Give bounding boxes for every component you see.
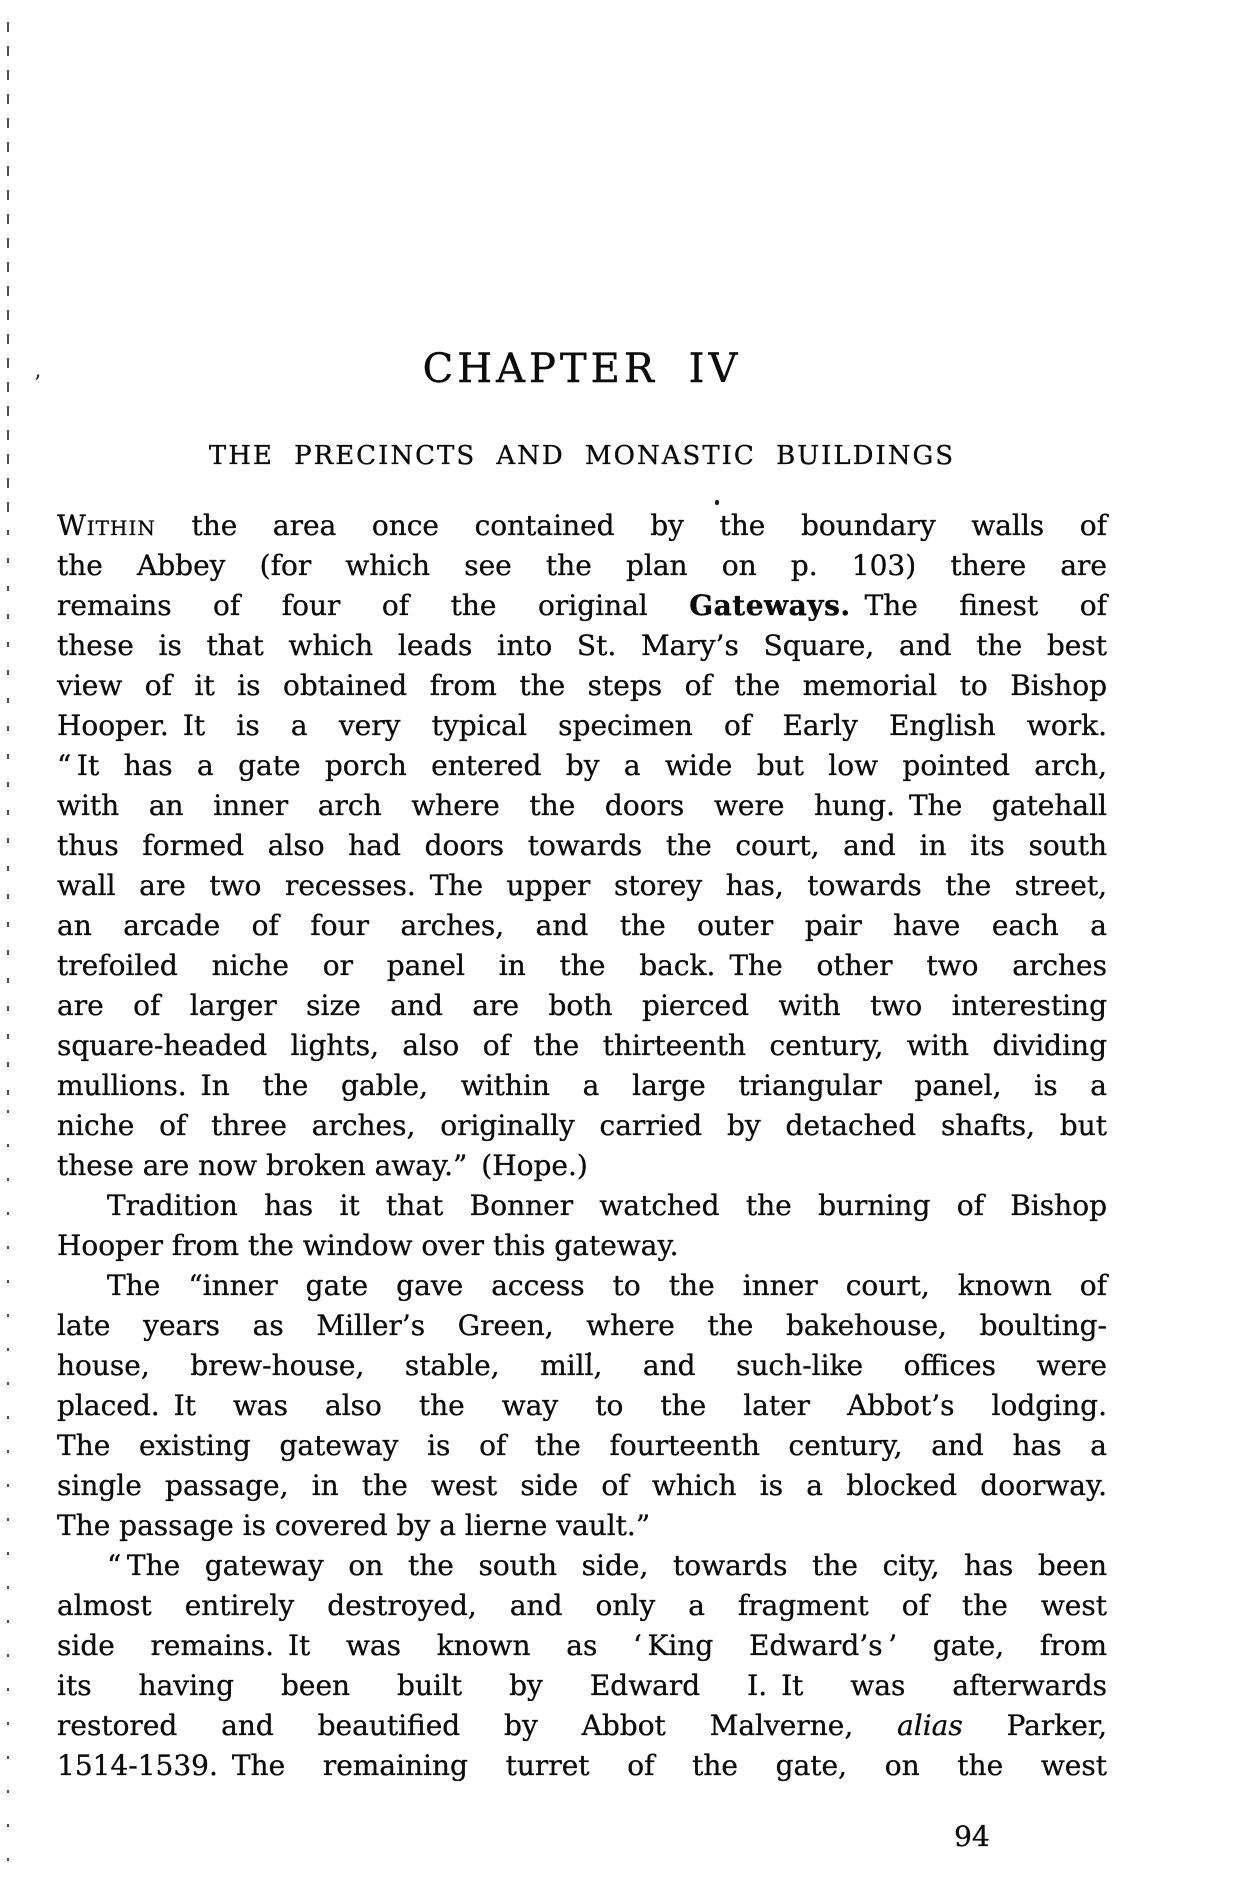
text-segment-sc: Within: [57, 509, 156, 542]
text-line: [57, 1626, 1107, 1666]
text-segment: an arcade of four arches, and the outer pair have each a: [57, 909, 1107, 942]
scan-ink-dot: [715, 500, 719, 505]
text-segment: Hooper from the window over this gateway.: [57, 1229, 679, 1262]
text-segment: remains of four of the original: [57, 589, 690, 622]
text-segment: The existing gateway is of the fourteenth century, and has a: [57, 1429, 1107, 1462]
scan-ink-mark: ’: [34, 372, 41, 397]
text-segment: the area once contained by the boundary walls of: [155, 509, 1107, 542]
text-line: [57, 1186, 1107, 1226]
text-line: [57, 826, 1107, 866]
text-line: [57, 1306, 1107, 1346]
text-segment: with an inner arch where the doors were hung. The gatehall: [57, 789, 1107, 822]
paragraph: [57, 506, 1107, 1186]
text-line: [57, 1746, 1107, 1786]
text-line: [57, 1426, 1107, 1466]
text-line: [57, 1066, 1107, 1106]
text-line: [57, 506, 1107, 546]
text-line: [57, 866, 1107, 906]
text-segment: are of larger size and are both pierced with two interesting: [57, 989, 1107, 1022]
text-segment-i: alias: [897, 1709, 963, 1742]
text-segment: restored and beautified by Abbot Malverne,: [57, 1709, 898, 1742]
text-segment: these is that which leads into St. Mary’s Square, and the best: [57, 629, 1107, 662]
text-line: [57, 586, 1107, 626]
text-segment: Hooper. It is a very typical specimen of Early English work.: [57, 709, 1107, 742]
text-line: [57, 706, 1107, 746]
text-line: [57, 1546, 1107, 1586]
text-body: [57, 506, 1107, 1786]
section-heading: THE PRECINCTS AND MONASTIC BUILDINGS: [208, 441, 956, 471]
text-segment: 1514-1539. The remaining turret of the gate, on the west: [57, 1749, 1107, 1782]
text-segment: the Abbey (for which see the plan on p. 103) there are: [57, 549, 1107, 582]
text-segment: almost entirely destroyed, and only a fragment of the west: [57, 1589, 1107, 1622]
text-segment: The finest of: [850, 589, 1107, 622]
text-segment: thus formed also had doors towards the court, and in its south: [57, 829, 1107, 862]
text-segment: “ It has a gate porch entered by a wide but low pointed arch,: [57, 749, 1107, 782]
text-line: [57, 986, 1107, 1026]
text-line: [57, 1346, 1107, 1386]
text-line: [57, 1226, 1107, 1266]
chapter-heading: CHAPTER IV: [422, 346, 742, 392]
text-segment: house, brew-house, stable, mill, and such-like offices were: [57, 1349, 1107, 1382]
text-segment: The “inner gate gave access to the inner court, known of: [107, 1269, 1107, 1302]
paragraph: [57, 1186, 1107, 1266]
text-segment: its having been built by Edward I. It was afterwards: [57, 1669, 1107, 1702]
text-segment: The passage is covered by a lierne vault.”: [57, 1509, 651, 1542]
page-number: 94: [954, 1820, 990, 1853]
text-segment: view of it is obtained from the steps of the memorial to Bishop: [57, 669, 1107, 702]
text-line: [57, 1506, 1107, 1546]
text-segment: Tradition has it that Bonner watched the burning of Bishop: [107, 1189, 1107, 1222]
text-segment: late years as Miller’s Green, where the bakehouse, boulting-: [57, 1309, 1107, 1342]
text-line: [57, 626, 1107, 666]
text-segment: mullions. In the gable, within a large triangular panel, is a: [57, 1069, 1107, 1102]
text-segment: “ The gateway on the south side, towards the city, has been: [107, 1549, 1107, 1582]
text-line: [57, 1026, 1107, 1066]
text-segment: Parker,: [962, 1709, 1107, 1742]
text-line: [57, 546, 1107, 586]
text-line: [57, 1466, 1107, 1506]
text-line: [57, 786, 1107, 826]
text-line: [57, 946, 1107, 986]
scan-gutter-dashes-top: [7, 22, 9, 522]
text-segment: these are now broken away.” (Hope.): [57, 1149, 588, 1182]
text-line: [57, 1666, 1107, 1706]
text-line: [57, 1146, 1107, 1186]
text-segment: square-headed lights, also of the thirteenth century, with dividing: [57, 1029, 1107, 1062]
paragraph: [57, 1546, 1107, 1786]
text-segment: side remains. It was known as ‘ King Edward’s ’ gate, from: [57, 1629, 1107, 1662]
text-segment: niche of three arches, originally carried by detached shafts, but: [57, 1109, 1107, 1142]
text-line: [57, 1706, 1107, 1746]
text-line: [57, 666, 1107, 706]
text-segment: placed. It was also the way to the later Abbot’s lodging.: [57, 1389, 1107, 1422]
text-segment: wall are two recesses. The upper storey has, towards the street,: [57, 869, 1107, 902]
text-line: [57, 1106, 1107, 1146]
text-line: [57, 746, 1107, 786]
text-segment-b: Gateways.: [689, 589, 851, 622]
text-segment: single passage, in the west side of which is a blocked doorway.: [57, 1469, 1107, 1502]
text-line: [57, 1386, 1107, 1426]
text-line: [57, 1586, 1107, 1626]
scan-gutter-dashes-middle: [7, 530, 9, 1100]
text-line: [57, 906, 1107, 946]
paragraph: [57, 1266, 1107, 1546]
text-segment: trefoiled niche or panel in the back. The other two arches: [57, 949, 1107, 982]
text-line: [57, 1266, 1107, 1306]
scan-gutter-dashes-bottom: [7, 1110, 9, 1890]
